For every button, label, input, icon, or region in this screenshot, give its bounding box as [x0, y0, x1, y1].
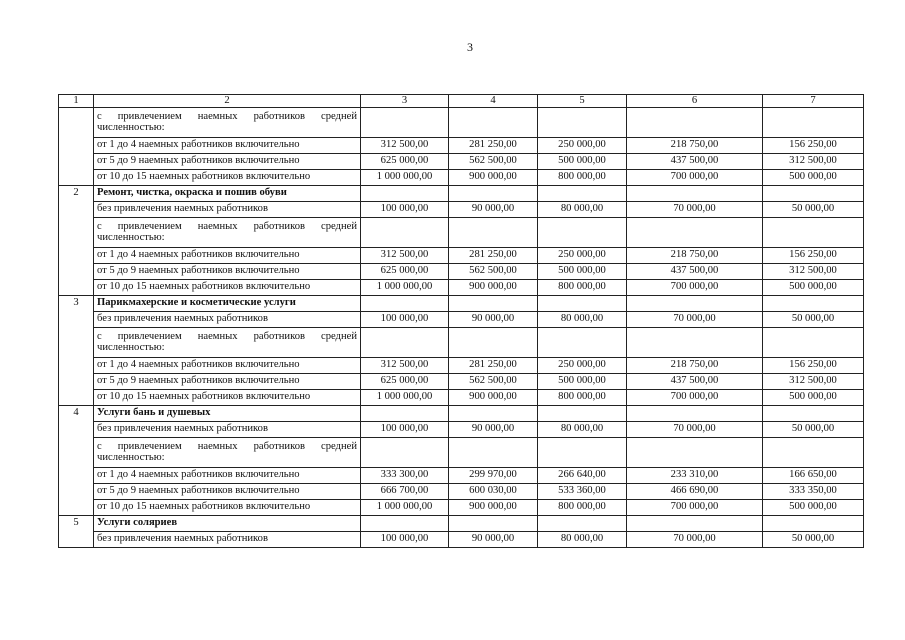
- value-cell-col-5: 80 000,00: [538, 201, 627, 217]
- empty-cell: [449, 185, 538, 201]
- empty-cell: [538, 515, 627, 531]
- section-title-row: [59, 185, 864, 201]
- empty-cell: [361, 295, 449, 311]
- value-cell-col-3: 312 500,00: [361, 137, 449, 153]
- table-row: [59, 311, 864, 327]
- table-row: [59, 169, 864, 185]
- section-title: Ремонт, чистка, окраска и пошив обуви: [94, 185, 361, 201]
- value-cell-col-3: [361, 217, 449, 247]
- value-cell-col-3: 312 500,00: [361, 357, 449, 373]
- empty-cell: [538, 405, 627, 421]
- value-cell-col-4: 600 030,00: [449, 483, 538, 499]
- column-number-3: 3: [361, 95, 449, 108]
- empty-cell: [763, 515, 864, 531]
- value-cell-col-3: 1 000 000,00: [361, 499, 449, 515]
- value-cell-col-7: 156 250,00: [763, 137, 864, 153]
- row-label: с привлечением наемных работников средней численностью:: [94, 217, 361, 247]
- value-cell-col-3: 625 000,00: [361, 373, 449, 389]
- value-cell-col-5: [538, 437, 627, 467]
- section-number: [59, 107, 94, 185]
- row-label: без привлечения наемных работников: [94, 421, 361, 437]
- row-label: от 10 до 15 наемных работников включительно: [94, 169, 361, 185]
- table-row: [59, 437, 864, 467]
- row-label: от 1 до 4 наемных работников включительно: [94, 247, 361, 263]
- row-label: от 10 до 15 наемных работников включительно: [94, 279, 361, 295]
- section-title: Услуги бань и душевых: [94, 405, 361, 421]
- row-label: от 10 до 15 наемных работников включительно: [94, 389, 361, 405]
- value-cell-col-4: 562 500,00: [449, 153, 538, 169]
- empty-cell: [763, 295, 864, 311]
- value-cell-col-4: 90 000,00: [449, 421, 538, 437]
- value-cell-col-5: 500 000,00: [538, 263, 627, 279]
- table-row: [59, 499, 864, 515]
- value-cell-col-6: 70 000,00: [627, 531, 763, 547]
- value-cell-col-7: [763, 327, 864, 357]
- table-row: [59, 373, 864, 389]
- value-cell-col-6: 700 000,00: [627, 279, 763, 295]
- empty-cell: [361, 185, 449, 201]
- value-cell-col-4: [449, 217, 538, 247]
- value-cell-col-5: 800 000,00: [538, 169, 627, 185]
- value-cell-col-5: 80 000,00: [538, 531, 627, 547]
- value-cell-col-5: 250 000,00: [538, 137, 627, 153]
- empty-cell: [538, 295, 627, 311]
- value-cell-col-5: 800 000,00: [538, 389, 627, 405]
- value-cell-col-3: 100 000,00: [361, 531, 449, 547]
- row-label: от 1 до 4 наемных работников включительно: [94, 137, 361, 153]
- value-cell-col-6: [627, 327, 763, 357]
- value-cell-col-6: 700 000,00: [627, 169, 763, 185]
- empty-cell: [361, 405, 449, 421]
- value-cell-col-5: [538, 217, 627, 247]
- row-label: с привлечением наемных работников средней численностью:: [94, 437, 361, 467]
- table-row: [59, 153, 864, 169]
- value-cell-col-4: 281 250,00: [449, 247, 538, 263]
- row-label: от 5 до 9 наемных работников включительно: [94, 263, 361, 279]
- value-cell-col-4: 900 000,00: [449, 169, 538, 185]
- row-label: от 5 до 9 наемных работников включительно: [94, 373, 361, 389]
- value-cell-col-7: 333 350,00: [763, 483, 864, 499]
- empty-cell: [627, 515, 763, 531]
- value-cell-col-3: [361, 327, 449, 357]
- table-row: [59, 421, 864, 437]
- value-cell-col-6: 466 690,00: [627, 483, 763, 499]
- value-cell-col-5: 500 000,00: [538, 373, 627, 389]
- value-cell-col-7: 500 000,00: [763, 279, 864, 295]
- value-cell-col-3: 666 700,00: [361, 483, 449, 499]
- value-cell-col-5: 266 640,00: [538, 467, 627, 483]
- value-cell-col-7: 166 650,00: [763, 467, 864, 483]
- value-cell-col-7: 50 000,00: [763, 201, 864, 217]
- table-body: [59, 95, 864, 548]
- value-cell-col-6: [627, 217, 763, 247]
- value-cell-col-5: 80 000,00: [538, 311, 627, 327]
- table-row: [59, 467, 864, 483]
- value-cell-col-7: 312 500,00: [763, 373, 864, 389]
- value-cell-col-4: 281 250,00: [449, 357, 538, 373]
- value-cell-col-4: [449, 107, 538, 137]
- value-cell-col-6: 700 000,00: [627, 499, 763, 515]
- value-cell-col-7: 50 000,00: [763, 531, 864, 547]
- value-cell-col-7: [763, 217, 864, 247]
- value-cell-col-6: 233 310,00: [627, 467, 763, 483]
- value-cell-col-3: 625 000,00: [361, 153, 449, 169]
- value-cell-col-5: 800 000,00: [538, 499, 627, 515]
- empty-cell: [538, 185, 627, 201]
- row-label: без привлечения наемных работников: [94, 201, 361, 217]
- value-cell-col-7: 312 500,00: [763, 263, 864, 279]
- column-number-2: 2: [94, 95, 361, 108]
- value-cell-col-4: 562 500,00: [449, 263, 538, 279]
- empty-cell: [627, 405, 763, 421]
- empty-cell: [627, 185, 763, 201]
- column-number-6: 6: [627, 95, 763, 108]
- table-row: [59, 531, 864, 547]
- value-cell-col-4: 900 000,00: [449, 499, 538, 515]
- row-label: от 10 до 15 наемных работников включительно: [94, 499, 361, 515]
- value-cell-col-4: [449, 437, 538, 467]
- column-number-7: 7: [763, 95, 864, 108]
- value-cell-col-3: 100 000,00: [361, 311, 449, 327]
- value-cell-col-6: 218 750,00: [627, 137, 763, 153]
- section-title-row: [59, 405, 864, 421]
- value-cell-col-3: 1 000 000,00: [361, 389, 449, 405]
- value-cell-col-7: 500 000,00: [763, 499, 864, 515]
- value-cell-col-3: 312 500,00: [361, 247, 449, 263]
- column-number-1: 1: [59, 95, 94, 108]
- value-cell-col-7: 50 000,00: [763, 311, 864, 327]
- value-cell-col-4: 90 000,00: [449, 201, 538, 217]
- value-cell-col-6: 218 750,00: [627, 357, 763, 373]
- column-number-5: 5: [538, 95, 627, 108]
- section-number: 3: [59, 295, 94, 405]
- tariff-table: [58, 94, 864, 548]
- value-cell-col-3: [361, 107, 449, 137]
- table-row: [59, 217, 864, 247]
- empty-cell: [361, 515, 449, 531]
- value-cell-col-4: 299 970,00: [449, 467, 538, 483]
- value-cell-col-7: 50 000,00: [763, 421, 864, 437]
- value-cell-col-7: 156 250,00: [763, 357, 864, 373]
- table-row: [59, 201, 864, 217]
- header-row: [59, 95, 864, 108]
- value-cell-col-7: 500 000,00: [763, 169, 864, 185]
- value-cell-col-4: [449, 327, 538, 357]
- section-number: 2: [59, 185, 94, 295]
- value-cell-col-5: [538, 107, 627, 137]
- value-cell-col-6: 700 000,00: [627, 389, 763, 405]
- value-cell-col-6: [627, 437, 763, 467]
- value-cell-col-6: 437 500,00: [627, 263, 763, 279]
- value-cell-col-5: 80 000,00: [538, 421, 627, 437]
- table-row: [59, 137, 864, 153]
- empty-cell: [449, 295, 538, 311]
- value-cell-col-4: 900 000,00: [449, 279, 538, 295]
- page-number: 3: [467, 40, 473, 54]
- value-cell-col-6: [627, 107, 763, 137]
- value-cell-col-7: [763, 107, 864, 137]
- value-cell-col-4: 562 500,00: [449, 373, 538, 389]
- table-row: [59, 107, 864, 137]
- empty-cell: [763, 405, 864, 421]
- empty-cell: [449, 405, 538, 421]
- value-cell-col-7: 156 250,00: [763, 247, 864, 263]
- value-cell-col-3: 100 000,00: [361, 201, 449, 217]
- table-row: [59, 327, 864, 357]
- value-cell-col-6: 70 000,00: [627, 311, 763, 327]
- value-cell-col-6: 218 750,00: [627, 247, 763, 263]
- value-cell-col-3: 100 000,00: [361, 421, 449, 437]
- value-cell-col-3: [361, 437, 449, 467]
- row-label: с привлечением наемных работников средней численностью:: [94, 327, 361, 357]
- table-row: [59, 389, 864, 405]
- value-cell-col-4: 281 250,00: [449, 137, 538, 153]
- section-title: Парикмахерские и косметические услуги: [94, 295, 361, 311]
- value-cell-col-3: 333 300,00: [361, 467, 449, 483]
- value-cell-col-3: 1 000 000,00: [361, 169, 449, 185]
- row-label: с привлечением наемных работников средней численностью:: [94, 107, 361, 137]
- table-row: [59, 279, 864, 295]
- section-title-row: [59, 295, 864, 311]
- empty-cell: [763, 185, 864, 201]
- value-cell-col-4: 900 000,00: [449, 389, 538, 405]
- value-cell-col-5: 250 000,00: [538, 247, 627, 263]
- column-number-4: 4: [449, 95, 538, 108]
- empty-cell: [627, 295, 763, 311]
- table-row: [59, 247, 864, 263]
- value-cell-col-6: 70 000,00: [627, 421, 763, 437]
- value-cell-col-6: 437 500,00: [627, 153, 763, 169]
- row-label: без привлечения наемных работников: [94, 311, 361, 327]
- empty-cell: [449, 515, 538, 531]
- value-cell-col-7: [763, 437, 864, 467]
- value-cell-col-3: 625 000,00: [361, 263, 449, 279]
- row-label: без привлечения наемных работников: [94, 531, 361, 547]
- section-number: 4: [59, 405, 94, 515]
- value-cell-col-6: 70 000,00: [627, 201, 763, 217]
- row-label: от 5 до 9 наемных работников включительно: [94, 483, 361, 499]
- section-title-row: [59, 515, 864, 531]
- section-number: 5: [59, 515, 94, 547]
- value-cell-col-6: 437 500,00: [627, 373, 763, 389]
- table-row: [59, 357, 864, 373]
- row-label: от 1 до 4 наемных работников включительно: [94, 467, 361, 483]
- value-cell-col-4: 90 000,00: [449, 311, 538, 327]
- value-cell-col-5: 250 000,00: [538, 357, 627, 373]
- value-cell-col-5: 533 360,00: [538, 483, 627, 499]
- value-cell-col-3: 1 000 000,00: [361, 279, 449, 295]
- section-title: Услуги соляриев: [94, 515, 361, 531]
- value-cell-col-5: [538, 327, 627, 357]
- value-cell-col-5: 500 000,00: [538, 153, 627, 169]
- value-cell-col-7: 312 500,00: [763, 153, 864, 169]
- table-row: [59, 483, 864, 499]
- table-row: [59, 263, 864, 279]
- value-cell-col-7: 500 000,00: [763, 389, 864, 405]
- row-label: от 5 до 9 наемных работников включительно: [94, 153, 361, 169]
- value-cell-col-4: 90 000,00: [449, 531, 538, 547]
- value-cell-col-5: 800 000,00: [538, 279, 627, 295]
- row-label: от 1 до 4 наемных работников включительно: [94, 357, 361, 373]
